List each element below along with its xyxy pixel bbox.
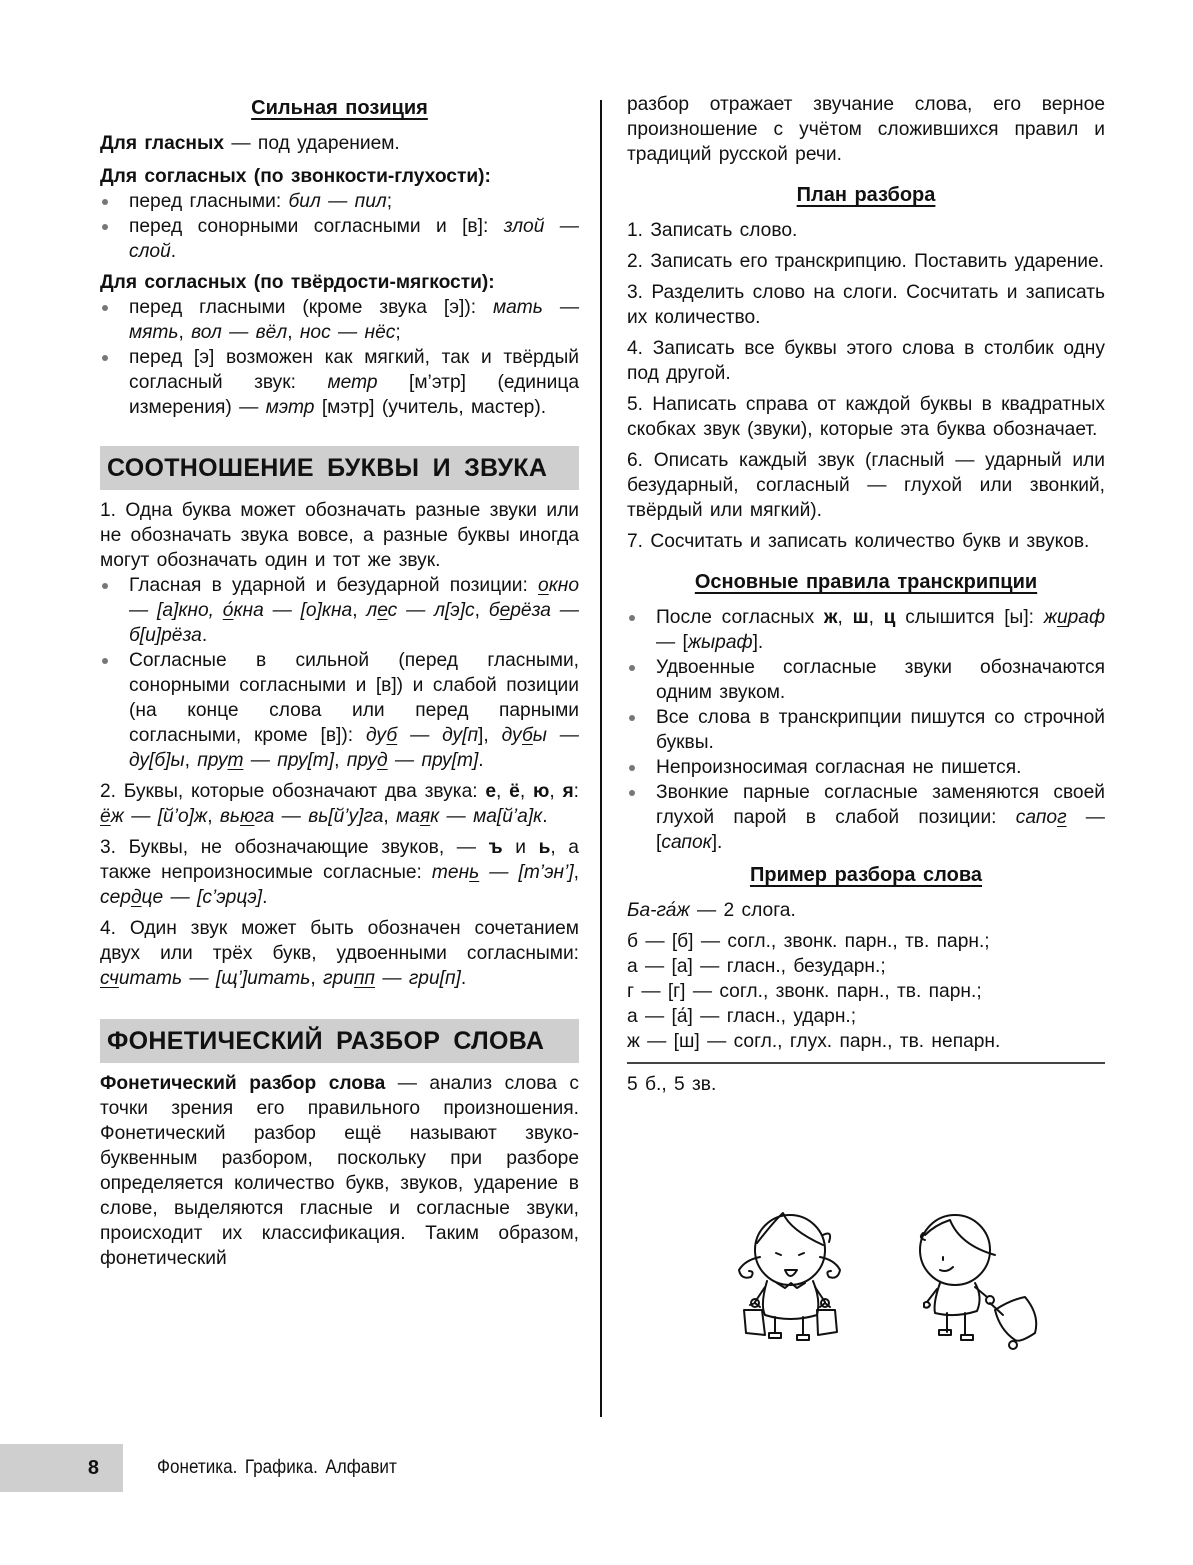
letter-sound-p3: 3. Буквы, не обозначающие звуков, — ъ и ь, а также непроизносимые согласные: тень — [т’эн’], сердце — [с’эрцэ]. [100,837,580,908]
example-row: ж — [ш] — согл., глух. парн., тв. непарн. [627,1031,1001,1052]
letter-sound-heading: СООТНОШЕНИЕ БУКВЫ И ЗВУКА [100,446,579,490]
letter-sound-p1: 1. Одна буква может обозначать разные звуки или не обозначать звука вовсе, а разные буквы иногда могут обозначать один и тот же звук. [100,500,579,571]
example-word: Ба-га́ж — 2 слога. [627,900,796,921]
plan-step: 5. Написать справа от каждой буквы в квадратных скобках звук (звуки), которые эта буква обозначает. [627,394,1105,440]
list-item: Гласная в ударной и безударной позиции: окно — [а]кно, о́кна — [о]кна, лес — л[э]с, берёза — б[и]рёза. [100,573,579,648]
column-divider [600,100,602,1417]
list-item: Удвоенные согласные звуки обозначаются одним звуком. [627,655,1105,705]
transcription-rules-list [627,605,1105,855]
list-item: Звонкие парные согласные заменяются своей глухой парой в слабой позиции: сапог — [сапок]. [627,780,1105,855]
girl-with-bags-icon [739,1213,840,1340]
plan-step: 6. Описать каждый звук (гласный — ударный или безударный, согласный — глухой или звонкий, твёрдый или мягкий). [627,450,1105,521]
example-heading: Пример разбора слова [749,864,982,886]
list-item: перед гласными: бил — пил; [100,189,579,214]
list-item: Непроизносимая согласная не пишется. [627,755,1105,780]
example-rows [627,929,1105,1054]
boy-with-suitcase-icon [920,1215,1036,1349]
plan-step: 2. Записать его транскрипцию. Поставить ударение. [627,251,1104,272]
list-item: перед сонорными согласными и [в]: злой — слой. [100,214,579,264]
plan-step: 3. Разделить слово на слоги. Сосчитать и записать их количество. [627,282,1105,328]
example-row: а — [а́] — гласн., ударн.; [627,1006,857,1027]
illustration [725,1205,1055,1362]
letter-sound-p2: 2. Буквы, которые обозначают два звука: е, ё, ю, я: ёж — [й’о]ж, вьюга — вь[й’у]га, маяк — ма[й’а]к. [100,781,579,827]
right-column [627,92,1105,1103]
letter-sound-list [100,573,579,773]
plan-heading: План разбора [796,184,936,206]
list-item: перед гласными (кроме звука [э]): мать — мять, вол — вёл, нос — нёс; [100,295,579,345]
example-row: а — [а] — гласн., безударн.; [627,956,886,977]
list-item: Все слова в транскрипции пишутся со строчной буквы. [627,705,1105,755]
phonetic-analysis-definition: Фонетический разбор слова — анализ слова с точки зрения его правильного произношения. Фонетический разбор ещё называют звуко-буквенным разбором, поскольку при разборе определяется количество букв, звуков, ударение в слове, выделяются гласные и согласные звуки, происходит их классификация. Таким образом, фонетический [100,1073,579,1269]
transcription-rules-heading: Основные правила транскрипции [694,571,1038,593]
voicing-list [100,189,579,264]
hardness-list [100,295,579,420]
list-item: После согласных ж, ш, ц слышится [ы]: жираф — [жыраф]. [627,605,1105,655]
voicing-heading: Для согласных (по звонкости-глухости): [100,166,491,187]
phonetic-analysis-continuation: разбор отражает звучание слова, его верное произношение с учётом сложившихся правил и традиций русской речи. [627,94,1105,165]
vowels-rule: Для гласных — под ударением. [100,133,400,154]
phonetic-analysis-heading: ФОНЕТИЧЕСКИЙ РАЗБОР СЛОВА [100,1019,579,1063]
example-summary: 5 б., 5 зв. [627,1074,717,1095]
list-item: перед [э] возможен как мягкий, так и твёрдый согласный звук: метр [м’этр] (единица измерения) — мэтр [мэтр] (учитель, мастер). [100,345,579,420]
plan-step: 4. Записать все буквы этого слова в столбик одну под другой. [627,338,1105,384]
page-number: 8 [0,1444,123,1492]
letter-sound-p4: 4. Один звук может быть обозначен сочетанием двух или трёх букв, удвоенными согласными: считать — [щ’]итать, грипп — гри[п]. [100,918,579,989]
hardness-heading: Для согласных (по твёрдости-мягкости): [100,272,495,293]
plan-step: 1. Записать слово. [627,220,798,241]
example-separator [627,1062,1105,1064]
example-row: г — [г] — согл., звонк. парн., тв. парн.; [627,981,982,1002]
chapter-title: Фонетика. Графика. Алфавит [157,1457,397,1478]
example-row: б — [б] — согл., звонк. парн., тв. парн.; [627,931,990,952]
plan-step: 7. Сосчитать и записать количество букв и звуков. [627,531,1090,552]
left-column [100,92,579,1277]
strong-position-heading: Сильная позиция [251,97,428,119]
list-item: Согласные в сильной (перед гласными, сонорными согласными и [в]) и слабой позиции (на конце слова или перед парными согласными, кроме [в]): дуб — ду[п], дубы — ду[б]ы, прут — пру[т], пруд — пру[т]. [100,648,579,773]
